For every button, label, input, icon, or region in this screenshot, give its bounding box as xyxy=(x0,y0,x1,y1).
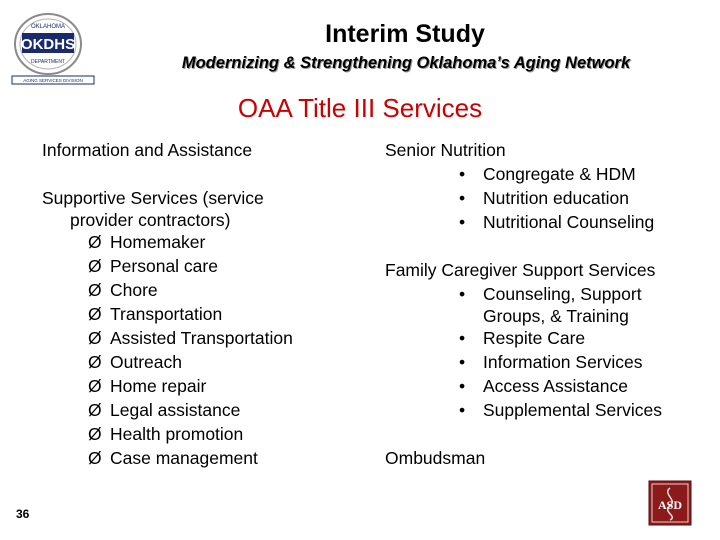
arrow-bullet-icon: Ø xyxy=(88,280,102,300)
list-item: Ø Legal assistance xyxy=(88,400,241,420)
bullet-icon: • xyxy=(459,188,466,208)
arrow-bullet-icon: Ø xyxy=(88,424,102,444)
bullet-icon: • xyxy=(459,164,466,184)
list-item: • Nutrition education xyxy=(459,188,629,208)
page-number: 36 xyxy=(16,507,30,521)
bullet-icon: • xyxy=(459,328,466,348)
list-item: • Supplemental Services xyxy=(459,400,662,420)
left-column xyxy=(42,138,332,470)
supportive-services-subheading: provider contractors) xyxy=(70,210,231,230)
bullet-icon: • xyxy=(459,212,466,232)
caregiver-list xyxy=(385,282,705,422)
page-subtitle: Modernizing & Strengthening Oklahoma’s Aging Network xyxy=(181,54,631,72)
logo-top-text: OKLAHOMA xyxy=(30,24,66,30)
list-item: Ø Health promotion xyxy=(88,424,244,444)
list-item: • Access Assistance xyxy=(459,376,628,396)
logo-caption: AGING SERVICES DIVISION xyxy=(23,78,83,83)
arrow-bullet-icon: Ø xyxy=(88,448,102,468)
bullet-icon: • xyxy=(459,376,466,396)
nutrition-list xyxy=(385,162,705,234)
arrow-bullet-icon: Ø xyxy=(88,400,102,420)
logo-sub-text: DEPARTMENT xyxy=(31,59,65,65)
arrow-bullet-icon: Ø xyxy=(88,256,102,276)
logo-brand-text: OKDHS xyxy=(20,36,76,53)
asd-logo xyxy=(648,480,692,526)
list-item: Ø Personal care xyxy=(88,256,218,276)
list-item: Ø Assisted Transportation xyxy=(88,328,293,348)
arrow-bullet-icon: Ø xyxy=(88,304,102,324)
bullet-icon: • xyxy=(459,352,466,372)
list-item: • Information Services xyxy=(459,352,643,372)
list-item: • Counseling, Support Groups, & Training xyxy=(459,284,642,326)
bullet-icon: • xyxy=(459,284,466,304)
page-title: Interim Study xyxy=(325,20,485,48)
ombudsman-item: Ombudsman xyxy=(385,448,486,468)
right-column xyxy=(385,138,705,470)
list-item: Ø Homemaker xyxy=(88,232,206,252)
info-assistance-item: Information and Assistance xyxy=(42,140,253,160)
arrow-bullet-icon: Ø xyxy=(88,328,102,348)
list-item: Ø Transportation xyxy=(88,304,223,324)
section-title: OAA Title III Services xyxy=(237,93,483,123)
family-caregiver-heading: Family Caregiver Support Services xyxy=(385,260,656,280)
senior-nutrition-heading: Senior Nutrition xyxy=(385,140,506,160)
list-item: Ø Outreach xyxy=(88,352,182,372)
supportive-services-heading: Supportive Services (service xyxy=(42,188,264,208)
list-item: • Congregate & HDM xyxy=(459,164,636,184)
list-item: Ø Chore xyxy=(88,280,158,300)
arrow-bullet-icon: Ø xyxy=(88,232,102,252)
list-item: • Nutritional Counseling xyxy=(459,212,655,232)
bullet-icon: • xyxy=(459,400,466,420)
list-item: Ø Case management xyxy=(88,448,258,468)
supportive-services-list xyxy=(42,230,332,470)
arrow-bullet-icon: Ø xyxy=(88,352,102,372)
arrow-bullet-icon: Ø xyxy=(88,376,102,396)
list-item: • Respite Care xyxy=(459,328,586,348)
list-item: Ø Home repair xyxy=(88,376,207,396)
asd-logo-text: ASD xyxy=(657,498,683,512)
